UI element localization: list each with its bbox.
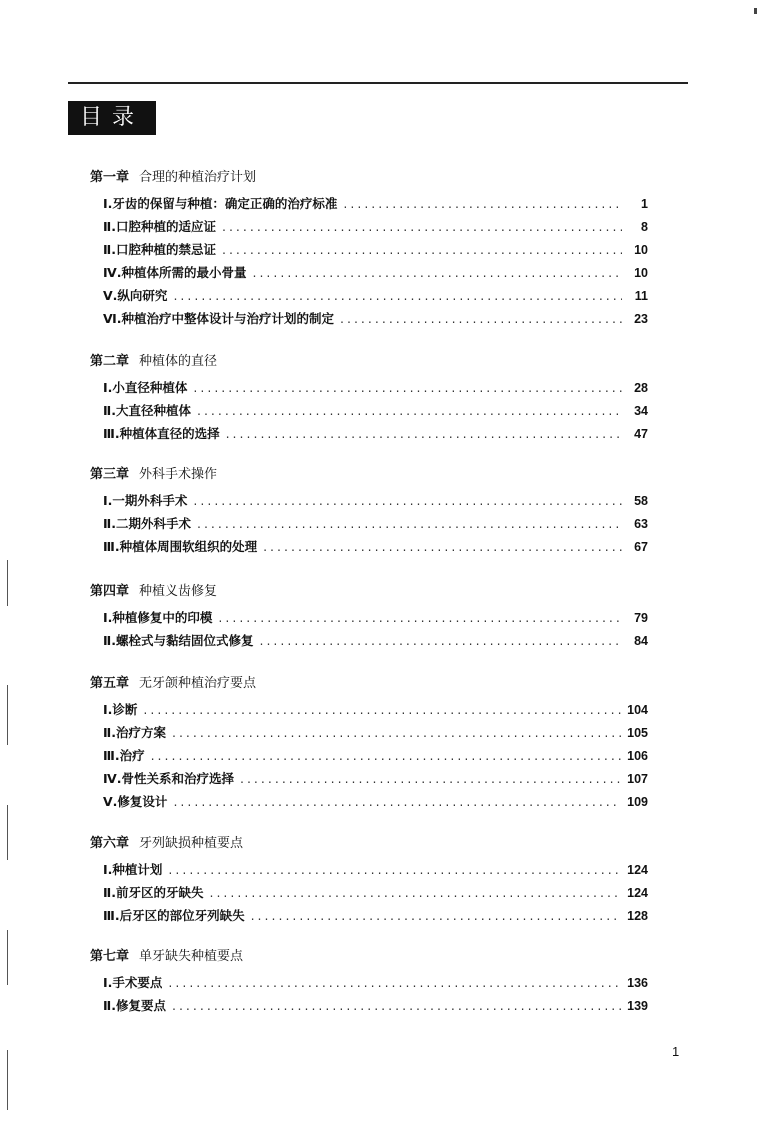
entry-page: 106 xyxy=(627,749,648,763)
chapter-number: 第三章 xyxy=(90,467,130,482)
entry-page: 139 xyxy=(627,999,648,1013)
dot-leader xyxy=(222,238,622,261)
toc-entry[interactable] xyxy=(90,744,648,767)
entry-page: 34 xyxy=(634,404,648,418)
dot-leader xyxy=(218,606,622,629)
toc-entry[interactable] xyxy=(90,606,648,629)
dot-leader xyxy=(168,971,621,994)
entry-page: 63 xyxy=(634,517,648,531)
toc-entry[interactable] xyxy=(90,971,648,994)
dot-leader xyxy=(151,744,622,767)
entry-page: 1 xyxy=(641,197,648,211)
scan-edge-line xyxy=(7,685,8,745)
dot-leader xyxy=(240,767,621,790)
chapter-heading xyxy=(90,582,648,606)
scan-edge-line xyxy=(7,560,8,606)
chapter-number: 第四章 xyxy=(90,584,130,599)
entry-page: 8 xyxy=(641,220,648,234)
toc-chapter xyxy=(90,582,648,652)
chapter-heading xyxy=(90,352,648,376)
toc-entry[interactable] xyxy=(90,629,648,652)
chapter-title: 牙列缺损种植要点 xyxy=(139,836,244,851)
toc-entry[interactable] xyxy=(90,858,648,881)
header-rule xyxy=(68,82,688,84)
chapter-heading xyxy=(90,168,648,192)
page-title: 目录 xyxy=(68,101,156,135)
entry-title: Ⅱ.螺栓式与黏结固位式修复 xyxy=(103,633,254,648)
entry-title: Ⅰ.诊断 xyxy=(103,702,138,717)
entry-page: 79 xyxy=(634,611,648,625)
chapter-number: 第七章 xyxy=(90,949,130,964)
entry-page: 84 xyxy=(634,634,648,648)
toc-entry[interactable] xyxy=(90,261,648,284)
dot-leader xyxy=(193,376,622,399)
entry-page: 10 xyxy=(634,243,648,257)
chapter-title: 外科手术操作 xyxy=(139,467,218,482)
entry-title: Ⅱ.大直径种植体 xyxy=(103,403,191,418)
entry-title: Ⅰ.种植计划 xyxy=(103,862,163,877)
entry-title: Ⅱ.口腔种植的适应证 xyxy=(103,219,216,234)
entry-title: Ⅱ.口腔种植的禁忌证 xyxy=(103,242,216,257)
toc-entry[interactable] xyxy=(90,698,648,721)
toc-entry[interactable] xyxy=(90,535,648,558)
chapter-title: 单牙缺失种植要点 xyxy=(139,949,244,964)
entry-title: Ⅰ.一期外科手术 xyxy=(103,493,188,508)
toc-entry[interactable] xyxy=(90,399,648,422)
entry-title: Ⅳ.种植体所需的最小骨量 xyxy=(103,265,247,280)
scan-mark xyxy=(754,8,757,14)
dot-leader xyxy=(259,629,622,652)
scan-edge-line xyxy=(7,930,8,985)
dot-leader xyxy=(172,721,621,744)
dot-leader xyxy=(143,698,621,721)
chapter-number: 第一章 xyxy=(90,170,130,185)
dot-leader xyxy=(173,284,622,307)
entry-title: Ⅱ.修复要点 xyxy=(103,998,166,1013)
chapter-heading xyxy=(90,947,648,971)
dot-leader xyxy=(173,790,621,813)
toc-entry[interactable] xyxy=(90,881,648,904)
entry-title: Ⅱ.治疗方案 xyxy=(103,725,166,740)
entry-page: 10 xyxy=(634,266,648,280)
toc-entry[interactable] xyxy=(90,307,648,330)
entry-title: Ⅴ.修复设计 xyxy=(103,794,168,809)
entry-page: 67 xyxy=(634,540,648,554)
entry-title: Ⅲ.种植体直径的选择 xyxy=(103,426,220,441)
dot-leader xyxy=(197,399,622,422)
toc-chapter xyxy=(90,674,648,813)
entry-title: Ⅰ.小直径种植体 xyxy=(103,380,188,395)
toc-entry[interactable] xyxy=(90,192,648,215)
dot-leader xyxy=(343,192,622,215)
entry-title: Ⅲ.治疗 xyxy=(103,748,145,763)
entry-page: 58 xyxy=(634,494,648,508)
chapter-heading xyxy=(90,834,648,858)
toc-entry[interactable] xyxy=(90,489,648,512)
toc-chapter xyxy=(90,834,648,927)
entry-title: Ⅰ.手术要点 xyxy=(103,975,163,990)
chapter-title: 种植体的直径 xyxy=(139,354,218,369)
entry-page: 124 xyxy=(627,863,648,877)
dot-leader xyxy=(340,307,622,330)
entry-title: Ⅴ.纵向研究 xyxy=(103,288,168,303)
dot-leader xyxy=(251,904,622,927)
dot-leader xyxy=(168,858,621,881)
toc-entry[interactable] xyxy=(90,422,648,445)
toc-chapter xyxy=(90,352,648,445)
entry-title: Ⅵ.种植治疗中整体设计与治疗计划的制定 xyxy=(103,311,334,326)
toc-entry[interactable] xyxy=(90,284,648,307)
entry-title: Ⅰ.种植修复中的印模 xyxy=(103,610,213,625)
entry-page: 28 xyxy=(634,381,648,395)
dot-leader xyxy=(209,881,621,904)
entry-title: Ⅲ.后牙区的部位牙列缺失 xyxy=(103,908,245,923)
scan-edge-line xyxy=(7,805,8,860)
entry-title: Ⅲ.种植体周围软组织的处理 xyxy=(103,539,258,554)
entry-title: Ⅱ.前牙区的牙缺失 xyxy=(103,885,204,900)
toc-entry[interactable] xyxy=(90,994,648,1017)
chapter-title: 合理的种植治疗计划 xyxy=(139,170,257,185)
toc-entry[interactable] xyxy=(90,215,648,238)
chapter-heading xyxy=(90,465,648,489)
entry-page: 107 xyxy=(627,772,648,786)
toc-chapter xyxy=(90,947,648,1017)
entry-title: Ⅳ.骨性关系和治疗选择 xyxy=(103,771,234,786)
page-number: 1 xyxy=(672,1044,680,1059)
entry-page: 105 xyxy=(627,726,648,740)
chapter-number: 第五章 xyxy=(90,676,130,691)
toc-chapter xyxy=(90,465,648,558)
entry-page: 104 xyxy=(627,703,648,717)
chapter-number: 第六章 xyxy=(90,836,130,851)
chapter-heading xyxy=(90,674,648,698)
entry-page: 23 xyxy=(634,312,648,326)
toc-entry[interactable] xyxy=(90,512,648,535)
dot-leader xyxy=(172,994,621,1017)
dot-leader xyxy=(263,535,622,558)
toc-chapter xyxy=(90,168,648,330)
entry-title: Ⅱ.二期外科手术 xyxy=(103,516,191,531)
toc-entry[interactable] xyxy=(90,904,648,927)
chapter-title: 种植义齿修复 xyxy=(139,584,218,599)
chapter-title: 无牙颌种植治疗要点 xyxy=(139,676,257,691)
entry-page: 136 xyxy=(627,976,648,990)
entry-page: 109 xyxy=(627,795,648,809)
scan-edge-line xyxy=(7,1050,8,1110)
dot-leader xyxy=(222,215,622,238)
toc-entry[interactable] xyxy=(90,790,648,813)
dot-leader xyxy=(226,422,622,445)
entry-title: Ⅰ.牙齿的保留与种植：确定正确的治疗标准 xyxy=(103,196,338,211)
dot-leader xyxy=(193,489,622,512)
entry-page: 11 xyxy=(634,289,648,303)
toc-entry[interactable] xyxy=(90,238,648,261)
toc-entry[interactable] xyxy=(90,376,648,399)
entry-page: 124 xyxy=(627,886,648,900)
dot-leader xyxy=(252,261,622,284)
toc-entry[interactable] xyxy=(90,721,648,744)
entry-page: 47 xyxy=(634,427,648,441)
chapter-number: 第二章 xyxy=(90,354,130,369)
toc-entry[interactable] xyxy=(90,767,648,790)
entry-page: 128 xyxy=(627,909,648,923)
dot-leader xyxy=(197,512,622,535)
